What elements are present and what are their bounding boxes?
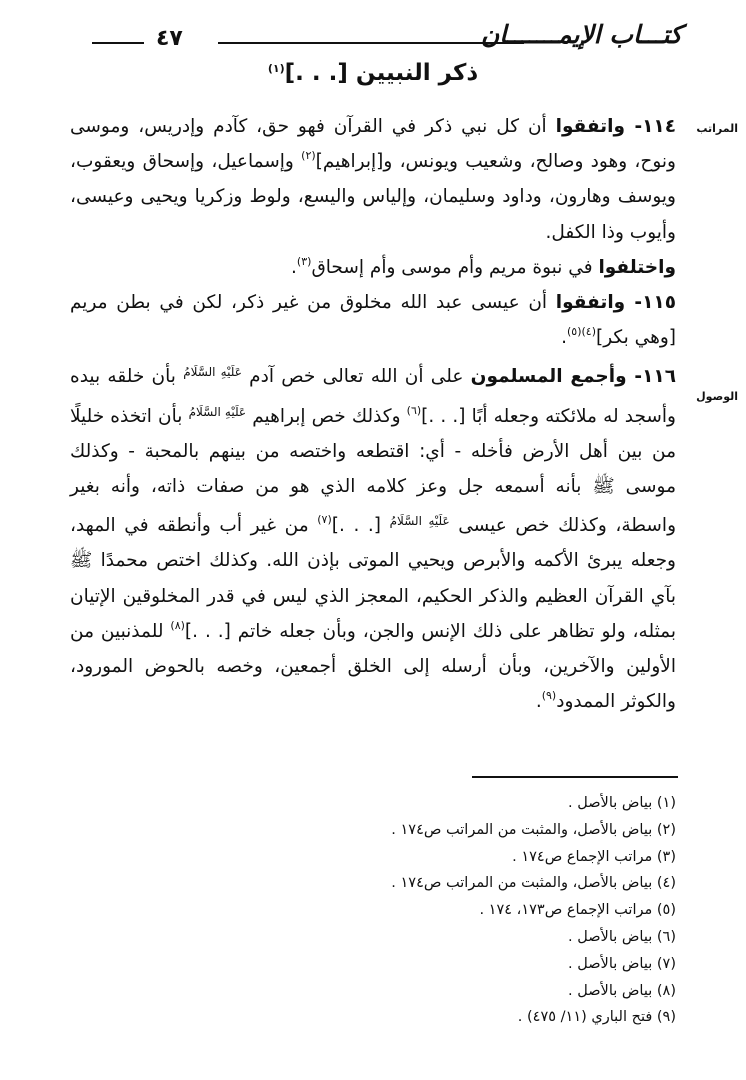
paragraph-text: وإسماعيل، وإسحاق ويعقوب، ويوسف وهارون، وداود وسليمان، وإلياس واليسع، ولوط وزكريا ويحيى وعيسى، وأيوب وذا الكفل.: [70, 151, 676, 243]
footnote-rule: [472, 776, 678, 778]
footnote-5: (٥) مراتب الإجماع ص١٧٣، ١٧٤ .: [479, 902, 676, 919]
paragraph-text: على أن الله تعالى خص آدم: [241, 366, 471, 388]
paragraph-end: .: [561, 327, 567, 349]
footnote-8: (٨) بياض بالأصل .: [568, 982, 676, 999]
paragraph-lead: ١١٥- واتفقوا: [555, 292, 676, 314]
footnote-9: (٩) فتح الباري (١١/ ٤٧٥) .: [517, 1009, 676, 1026]
margin-note-wusul: الوصول: [696, 390, 738, 403]
section-title: [0, 60, 746, 86]
footnote-ref-7: (٧): [317, 513, 332, 527]
paragraph-lead: واختلفوا: [598, 256, 676, 278]
running-header: [84, 20, 682, 56]
footnote-ref-8: (٨): [170, 618, 185, 632]
paragraph-text: وكذلك خص إبراهيم: [246, 405, 407, 427]
paragraph-text: من غير أب وأنطقه في المهد، وجعله يبرئ الأكمه والأبرص ويحيي الموتى بإذن الله. وكذلك اختص محمدًا: [70, 515, 676, 572]
paragraph-end: .: [535, 691, 542, 713]
honorific-peace: عَلَيْهِ السَّلَامُ: [389, 514, 450, 529]
footnote-ref-9: (٩): [541, 689, 557, 703]
footnote-2: (٢) بياض بالأصل، والمثبت من المراتب ص١٧٤ .: [391, 821, 676, 838]
footnote-3: (٣) مراتب الإجماع ص١٧٤ .: [512, 848, 676, 865]
honorific-peace: عَلَيْهِ السَّلَامُ: [188, 404, 247, 419]
paragraph-text: أن عيسى عبد الله مخلوق من غير ذكر، لكن في بطن مريم [وهي بكر]: [70, 292, 676, 349]
paragraph-text: بأن اتخذه خليلًا من بين أهل الأرض فأخله - أي: اقتطعه واختصه من بينهم بالمحبة - وكذلك موسى: [70, 405, 676, 498]
header-rule-middle: [218, 42, 524, 44]
honorific-prophet: ﷺ: [592, 476, 615, 498]
footnote-1: (١) بياض بالأصل .: [568, 795, 676, 811]
honorific-prophet: ﷺ: [70, 550, 93, 572]
paragraph-115: [70, 285, 676, 355]
footnote-ref-4: (٤): [581, 325, 596, 339]
honorific-peace: عَلَيْهِ السَّلَامُ: [183, 365, 242, 380]
paragraph-text: أن كل نبي ذكر في القرآن فهو حق، كآدم وإدريس، وموسى ونوح، وهود وصالح، وشعيب ويونس، و[إبراهيم]: [70, 116, 676, 173]
footnote-ref-3: (٣): [296, 254, 312, 268]
page-number: ٤٧: [156, 26, 183, 51]
paragraph-ikhtilaf: [70, 250, 676, 285]
paragraph-text: بأن خلقه بيده وأسجد له ملائكته وجعله أبًا [. . .]: [70, 366, 676, 427]
margin-note-maratib: المراتب: [696, 122, 738, 135]
paragraph-114: [70, 109, 676, 250]
footnote-6: (٦) بياض بالأصل .: [568, 928, 676, 945]
header-rule-left: [92, 42, 144, 44]
paragraph-text: في نبوة مريم وأم موسى وأم إسحاق: [311, 256, 599, 278]
paragraph-end: .: [291, 256, 297, 278]
paragraph-text: بآي القرآن العظيم والذكر الحكيم، المعجز الذي ليس في قدر المخلوقين الإتيان بمثله، ولو تظاهر على ذلك الإنس والجن، وبأن جعله خاتم [. . .]: [70, 585, 676, 642]
footnote-ref-6: (٦): [406, 403, 422, 417]
body-text: [70, 109, 676, 719]
section-title-text: ذكر النبيين [. . .]: [284, 60, 479, 86]
paragraph-116: [70, 355, 676, 719]
footnote-ref-5: (٥): [566, 325, 582, 339]
paragraph-text: بأنه أسمعه جل وعز كلامه الذي هو من صفات ذاته، وأنه بغير واسطة، وكذلك خص عيسى: [70, 476, 676, 537]
footnote-7: (٧) بياض بالأصل .: [568, 955, 676, 972]
footnote-ref-1: (١): [267, 62, 285, 75]
footnote-4: (٤) بياض بالأصل، والمثبت من المراتب ص١٧٤ .: [391, 875, 676, 892]
footnote-ref-2: (٢): [301, 149, 316, 163]
paragraph-lead: ١١٦- وأجمع المسلمون: [470, 366, 676, 388]
footnotes: [70, 790, 676, 1031]
book-title: كتـــاب الإيمـــــــان: [480, 20, 682, 49]
paragraph-lead: ١١٤- واتفقوا: [555, 116, 677, 137]
paragraph-text: [. . .]: [331, 515, 390, 537]
paragraph-text: للمذنبين من الأولين والآخرين، وبأن أرسله إلى الخلق أجمعين، وخصه بالحوض المورود، والكوثر الممدود: [70, 620, 676, 713]
